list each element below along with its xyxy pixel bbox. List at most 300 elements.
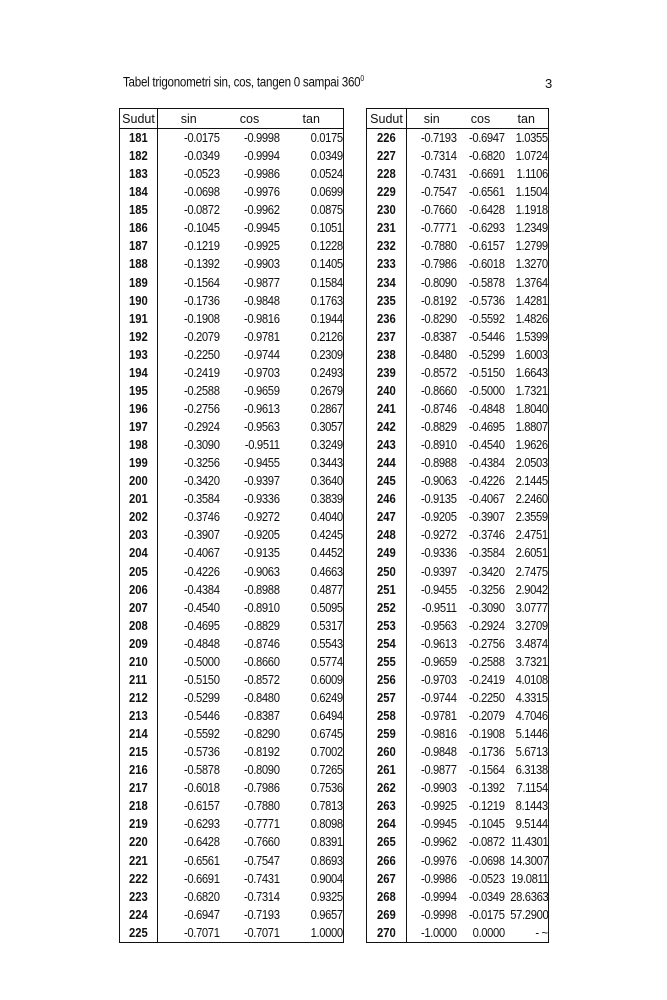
cell-cos: -0.9994 bbox=[243, 149, 280, 164]
cell-tan: 2.7475 bbox=[505, 563, 549, 581]
cell-tan: 8.1443 bbox=[505, 797, 549, 815]
cell-tan: 1.8040 bbox=[505, 400, 549, 418]
cell-sin: -0.4848 bbox=[183, 636, 220, 651]
table-row bbox=[367, 201, 549, 219]
cell-sudut: 182 bbox=[120, 147, 158, 165]
cell-cos: -0.9397 bbox=[243, 474, 280, 489]
cell-sin: -0.6691 bbox=[183, 871, 220, 886]
cell-sudut: 238 bbox=[367, 346, 407, 364]
table-row bbox=[120, 147, 344, 165]
cell-sudut: 259 bbox=[367, 725, 407, 743]
cell-cos: -0.9659 bbox=[243, 383, 280, 398]
cell-cos: -0.9925 bbox=[243, 239, 280, 254]
cell-cos: 0.0000 bbox=[457, 924, 505, 943]
table-row bbox=[120, 815, 344, 833]
cell-sudut: 197 bbox=[120, 418, 158, 436]
page-title bbox=[123, 74, 364, 90]
cell-sin: -0.9945 bbox=[420, 817, 457, 832]
cell-tan: 0.3640 bbox=[280, 472, 344, 490]
table-row bbox=[367, 671, 549, 689]
cell-sudut: 231 bbox=[367, 219, 407, 237]
cell-cos: -0.2250 bbox=[468, 690, 505, 705]
cell-sin: -0.8290 bbox=[420, 311, 457, 326]
cell-sudut: 228 bbox=[367, 165, 407, 183]
cell-tan: 0.0524 bbox=[280, 165, 344, 183]
cell-tan: 0.9325 bbox=[280, 888, 344, 906]
cell-sin: -0.9962 bbox=[420, 835, 457, 850]
cell-cos: -0.4848 bbox=[468, 401, 505, 416]
cell-tan: 1.4826 bbox=[505, 310, 549, 328]
cell-sin: -0.9925 bbox=[420, 799, 457, 814]
cell-sudut: 266 bbox=[367, 852, 407, 870]
cell-tan: 1.0355 bbox=[505, 129, 549, 148]
cell-tan: 0.6009 bbox=[280, 671, 344, 689]
table-row bbox=[367, 906, 549, 924]
cell-cos: -0.5150 bbox=[468, 365, 505, 380]
cell-sudut: 210 bbox=[120, 653, 158, 671]
cell-sudut: 270 bbox=[367, 924, 407, 943]
table-row bbox=[367, 707, 549, 725]
cell-cos: -0.7547 bbox=[243, 853, 280, 868]
cell-sin: -0.6820 bbox=[183, 889, 220, 904]
cell-sin: -0.2588 bbox=[183, 383, 220, 398]
cell-tan: 1.1918 bbox=[505, 201, 549, 219]
cell-sin: -0.8480 bbox=[420, 347, 457, 362]
cell-sin: -0.3584 bbox=[183, 492, 220, 507]
table-row bbox=[120, 255, 344, 273]
cell-sin: -0.6428 bbox=[183, 835, 220, 850]
table-row bbox=[367, 382, 549, 400]
cell-cos: -0.7880 bbox=[243, 799, 280, 814]
cell-sudut: 264 bbox=[367, 815, 407, 833]
column-header-sin: sin bbox=[407, 109, 457, 129]
cell-cos: -0.4695 bbox=[468, 420, 505, 435]
cell-tan: 5.1446 bbox=[505, 725, 549, 743]
cell-tan: 0.0349 bbox=[280, 147, 344, 165]
table-row bbox=[120, 725, 344, 743]
cell-sudut: 188 bbox=[120, 255, 158, 273]
cell-sin: -0.9781 bbox=[420, 709, 457, 724]
table-row bbox=[367, 815, 549, 833]
table-row bbox=[367, 274, 549, 292]
cell-sin: -0.5446 bbox=[183, 709, 220, 724]
table-row bbox=[120, 436, 344, 454]
table-header-row bbox=[120, 109, 344, 129]
cell-sin: -0.2756 bbox=[183, 401, 220, 416]
table-row bbox=[120, 490, 344, 508]
column-header-tan: tan bbox=[505, 109, 549, 129]
cell-sin: -0.6947 bbox=[183, 907, 220, 922]
cell-sudut: 218 bbox=[120, 797, 158, 815]
cell-sin: -0.1045 bbox=[183, 221, 220, 236]
cell-tan: 0.2126 bbox=[280, 328, 344, 346]
cell-tan: 0.2309 bbox=[280, 346, 344, 364]
cell-cos: -0.2756 bbox=[468, 636, 505, 651]
cell-tan: 0.6249 bbox=[280, 689, 344, 707]
cell-sin: -0.6018 bbox=[183, 781, 220, 796]
cell-tan: 6.3138 bbox=[505, 761, 549, 779]
cell-sin: -0.9563 bbox=[420, 618, 457, 633]
cell-sudut: 227 bbox=[367, 147, 407, 165]
cell-cos: -0.6561 bbox=[468, 185, 505, 200]
table-row bbox=[120, 689, 344, 707]
cell-cos: -0.7071 bbox=[220, 924, 280, 943]
cell-tan: 19.0811 bbox=[505, 870, 549, 888]
cell-sudut: 193 bbox=[120, 346, 158, 364]
cell-sudut: 242 bbox=[367, 418, 407, 436]
cell-sin: -0.9998 bbox=[420, 907, 457, 922]
table-row bbox=[120, 743, 344, 761]
cell-cos: -0.1736 bbox=[468, 745, 505, 760]
cell-tan: 2.1445 bbox=[505, 472, 549, 490]
trig-table-right bbox=[366, 108, 549, 943]
table-row bbox=[120, 924, 344, 943]
cell-sin: -0.9816 bbox=[420, 727, 457, 742]
cell-sudut: 237 bbox=[367, 328, 407, 346]
cell-sin: -0.7314 bbox=[420, 149, 457, 164]
table-row bbox=[367, 852, 549, 870]
table-row bbox=[367, 563, 549, 581]
cell-sin: -0.3090 bbox=[183, 438, 220, 453]
cell-cos: -0.9962 bbox=[243, 203, 280, 218]
cell-tan: 0.7002 bbox=[280, 743, 344, 761]
cell-sudut: 186 bbox=[120, 219, 158, 237]
cell-sin: -0.9994 bbox=[420, 889, 457, 904]
table-row bbox=[367, 129, 549, 148]
table-row bbox=[367, 689, 549, 707]
cell-sudut: 215 bbox=[120, 743, 158, 761]
cell-tan: 0.0875 bbox=[280, 201, 344, 219]
column-header-tan: tan bbox=[280, 109, 344, 129]
table-row bbox=[367, 743, 549, 761]
cell-tan: 1.0724 bbox=[505, 147, 549, 165]
cell-cos: -0.6157 bbox=[468, 239, 505, 254]
cell-sin: -0.1392 bbox=[183, 257, 220, 272]
cell-sin: -0.8829 bbox=[420, 420, 457, 435]
cell-sin: -0.8746 bbox=[420, 401, 457, 416]
table-row bbox=[367, 870, 549, 888]
table-row bbox=[120, 797, 344, 815]
cell-cos: -0.7314 bbox=[243, 889, 280, 904]
table-row bbox=[367, 472, 549, 490]
cell-sudut: 267 bbox=[367, 870, 407, 888]
cell-sin: -0.9976 bbox=[420, 853, 457, 868]
cell-cos: -0.0698 bbox=[468, 853, 505, 868]
cell-cos: -0.9976 bbox=[243, 185, 280, 200]
cell-cos: -0.6947 bbox=[468, 131, 505, 146]
cell-cos: -0.3420 bbox=[468, 564, 505, 579]
cell-cos: -0.0175 bbox=[468, 907, 505, 922]
cell-sin: -0.0175 bbox=[183, 131, 220, 146]
table-row bbox=[120, 219, 344, 237]
cell-cos: -0.9744 bbox=[243, 347, 280, 362]
cell-tan: 0.7265 bbox=[280, 761, 344, 779]
cell-cos: -0.1219 bbox=[468, 799, 505, 814]
table-row bbox=[367, 544, 549, 562]
cell-tan: 0.2867 bbox=[280, 400, 344, 418]
cell-cos: -0.9877 bbox=[243, 275, 280, 290]
cell-sin: -0.8988 bbox=[420, 456, 457, 471]
page-number: 3 bbox=[545, 76, 553, 91]
cell-sudut: 241 bbox=[367, 400, 407, 418]
cell-tan: 1.3764 bbox=[505, 274, 549, 292]
cell-tan: 0.1763 bbox=[280, 292, 344, 310]
cell-cos: -0.9135 bbox=[243, 546, 280, 561]
cell-tan: 0.4452 bbox=[280, 544, 344, 562]
cell-tan: 1.3270 bbox=[505, 255, 549, 273]
table-row bbox=[367, 617, 549, 635]
cell-cos: -0.1908 bbox=[468, 727, 505, 742]
cell-sin: -0.5736 bbox=[183, 745, 220, 760]
degree-superscript: 0 bbox=[360, 74, 364, 83]
table-row bbox=[367, 581, 549, 599]
cell-cos: -0.6293 bbox=[468, 221, 505, 236]
cell-sudut: 258 bbox=[367, 707, 407, 725]
column-header-cos: cos bbox=[457, 109, 505, 129]
cell-tan: 0.7536 bbox=[280, 779, 344, 797]
cell-sudut: 235 bbox=[367, 292, 407, 310]
cell-sudut: 257 bbox=[367, 689, 407, 707]
trig-table-left-body bbox=[120, 129, 344, 943]
table-row bbox=[367, 833, 549, 851]
table-row bbox=[367, 400, 549, 418]
cell-cos: -0.1392 bbox=[468, 781, 505, 796]
cell-tan: 1.5399 bbox=[505, 328, 549, 346]
cell-tan: 0.1584 bbox=[280, 274, 344, 292]
cell-sin: -0.0698 bbox=[183, 185, 220, 200]
cell-tan: 0.8693 bbox=[280, 852, 344, 870]
cell-sudut: 248 bbox=[367, 526, 407, 544]
cell-cos: -0.5446 bbox=[468, 329, 505, 344]
table-row bbox=[367, 292, 549, 310]
table-row bbox=[120, 292, 344, 310]
cell-sudut: 244 bbox=[367, 454, 407, 472]
cell-cos: -0.2588 bbox=[468, 654, 505, 669]
cell-sin: -0.7660 bbox=[420, 203, 457, 218]
cell-tan: 0.3839 bbox=[280, 490, 344, 508]
cell-tan: 0.4877 bbox=[280, 581, 344, 599]
cell-sudut: 206 bbox=[120, 581, 158, 599]
cell-sin: -0.8910 bbox=[420, 438, 457, 453]
table-row bbox=[120, 617, 344, 635]
cell-sudut: 201 bbox=[120, 490, 158, 508]
cell-sudut: 252 bbox=[367, 599, 407, 617]
table-row bbox=[120, 653, 344, 671]
cell-sudut: 203 bbox=[120, 526, 158, 544]
cell-tan: 1.1106 bbox=[505, 165, 549, 183]
cell-tan: 0.2679 bbox=[280, 382, 344, 400]
cell-cos: -0.9063 bbox=[243, 564, 280, 579]
cell-tan: 0.9004 bbox=[280, 870, 344, 888]
table-row bbox=[120, 129, 344, 148]
cell-tan: 3.2709 bbox=[505, 617, 549, 635]
cell-tan: 1.9626 bbox=[505, 436, 549, 454]
cell-tan: 5.6713 bbox=[505, 743, 549, 761]
cell-sin: -0.9336 bbox=[420, 546, 457, 561]
cell-sudut: 223 bbox=[120, 888, 158, 906]
cell-sudut: 236 bbox=[367, 310, 407, 328]
table-row bbox=[120, 581, 344, 599]
cell-sin: -0.2419 bbox=[183, 365, 220, 380]
cell-sin: -0.8387 bbox=[420, 329, 457, 344]
cell-tan: 0.5095 bbox=[280, 599, 344, 617]
cell-sudut: 214 bbox=[120, 725, 158, 743]
cell-tan: 0.1228 bbox=[280, 237, 344, 255]
cell-sudut: 240 bbox=[367, 382, 407, 400]
cell-sudut: 195 bbox=[120, 382, 158, 400]
cell-tan: 0.4040 bbox=[280, 508, 344, 526]
table-row bbox=[367, 725, 549, 743]
cell-sudut: 249 bbox=[367, 544, 407, 562]
cell-cos: -0.8290 bbox=[243, 727, 280, 742]
cell-cos: -0.8988 bbox=[243, 582, 280, 597]
cell-tan: 0.8098 bbox=[280, 815, 344, 833]
cell-sudut: 184 bbox=[120, 183, 158, 201]
page-title-text: Tabel trigonometri sin, cos, tangen 0 sampai 360 bbox=[123, 74, 361, 90]
table-row bbox=[120, 201, 344, 219]
cell-sin: -0.8090 bbox=[420, 275, 457, 290]
cell-sudut: 269 bbox=[367, 906, 407, 924]
table-row bbox=[120, 870, 344, 888]
cell-sin: -0.3420 bbox=[183, 474, 220, 489]
cell-sudut: 211 bbox=[120, 671, 158, 689]
cell-sudut: 251 bbox=[367, 581, 407, 599]
cell-sin: -0.2924 bbox=[183, 420, 220, 435]
cell-sudut: 256 bbox=[367, 671, 407, 689]
cell-cos: -0.3907 bbox=[468, 510, 505, 525]
cell-sin: -0.9744 bbox=[420, 690, 457, 705]
cell-cos: -0.1045 bbox=[468, 817, 505, 832]
cell-cos: -0.5592 bbox=[468, 311, 505, 326]
cell-sin: -0.9613 bbox=[420, 636, 457, 651]
cell-sudut: 224 bbox=[120, 906, 158, 924]
cell-tan: 2.4751 bbox=[505, 526, 549, 544]
cell-cos: -0.8387 bbox=[243, 709, 280, 724]
cell-sudut: 243 bbox=[367, 436, 407, 454]
cell-sudut: 190 bbox=[120, 292, 158, 310]
cell-sudut: 185 bbox=[120, 201, 158, 219]
trig-table-right-body bbox=[367, 129, 549, 943]
cell-sudut: 255 bbox=[367, 653, 407, 671]
cell-sudut: 260 bbox=[367, 743, 407, 761]
cell-cos: -0.6018 bbox=[468, 257, 505, 272]
cell-tan: 1.2349 bbox=[505, 219, 549, 237]
cell-sin: -0.7547 bbox=[420, 185, 457, 200]
table-row bbox=[367, 508, 549, 526]
table-row bbox=[367, 147, 549, 165]
cell-sudut: 181 bbox=[120, 129, 158, 148]
cell-sin: -0.6157 bbox=[183, 799, 220, 814]
table-row bbox=[367, 183, 549, 201]
cell-cos: -0.7771 bbox=[243, 817, 280, 832]
cell-sudut: 265 bbox=[367, 833, 407, 851]
cell-cos: -0.3584 bbox=[468, 546, 505, 561]
table-row bbox=[120, 635, 344, 653]
table-row bbox=[367, 346, 549, 364]
table-row bbox=[120, 418, 344, 436]
cell-sudut: 234 bbox=[367, 274, 407, 292]
cell-sudut: 208 bbox=[120, 617, 158, 635]
cell-cos: -0.0872 bbox=[468, 835, 505, 850]
cell-sudut: 230 bbox=[367, 201, 407, 219]
cell-sin: -0.0523 bbox=[183, 167, 220, 182]
cell-sin: -0.9135 bbox=[420, 492, 457, 507]
table-row bbox=[120, 852, 344, 870]
table-row bbox=[367, 924, 549, 943]
cell-sin: -0.5592 bbox=[183, 727, 220, 742]
cell-sin: -0.9903 bbox=[420, 781, 457, 796]
cell-tan: 1.1504 bbox=[505, 183, 549, 201]
cell-sin: -0.9272 bbox=[420, 528, 457, 543]
cell-cos: -0.2079 bbox=[468, 709, 505, 724]
cell-tan: 0.5543 bbox=[280, 635, 344, 653]
cell-sudut: 247 bbox=[367, 508, 407, 526]
cell-cos: -0.9986 bbox=[243, 167, 280, 182]
cell-tan: 0.1405 bbox=[280, 255, 344, 273]
table-row bbox=[367, 526, 549, 544]
cell-tan: 1.7321 bbox=[505, 382, 549, 400]
cell-sudut: 199 bbox=[120, 454, 158, 472]
cell-cos: -0.8746 bbox=[243, 636, 280, 651]
table-row bbox=[120, 454, 344, 472]
cell-sin: -0.2250 bbox=[183, 347, 220, 362]
cell-sudut: 245 bbox=[367, 472, 407, 490]
cell-tan: 14.3007 bbox=[505, 852, 549, 870]
cell-tan: 3.0777 bbox=[505, 599, 549, 617]
cell-tan: 0.4245 bbox=[280, 526, 344, 544]
cell-sudut: 205 bbox=[120, 563, 158, 581]
cell-cos: -0.3746 bbox=[468, 528, 505, 543]
cell-sudut: 225 bbox=[120, 924, 158, 943]
cell-sin: -0.8192 bbox=[420, 293, 457, 308]
cell-tan: 0.3057 bbox=[280, 418, 344, 436]
table-row bbox=[120, 346, 344, 364]
cell-sudut: 246 bbox=[367, 490, 407, 508]
cell-cos: -0.6691 bbox=[468, 167, 505, 182]
cell-cos: -0.9903 bbox=[243, 257, 280, 272]
table-row bbox=[120, 563, 344, 581]
cell-tan: 0.5317 bbox=[280, 617, 344, 635]
column-header-sudut: Sudut bbox=[367, 109, 407, 129]
table-row bbox=[120, 761, 344, 779]
cell-tan: 2.2460 bbox=[505, 490, 549, 508]
cell-tan: 11.4301 bbox=[505, 833, 549, 851]
table-row bbox=[120, 274, 344, 292]
cell-cos: -0.9455 bbox=[243, 456, 280, 471]
cell-cos: -0.7431 bbox=[243, 871, 280, 886]
cell-cos: -0.5736 bbox=[468, 293, 505, 308]
cell-sin: -0.8660 bbox=[420, 383, 457, 398]
table-row bbox=[120, 526, 344, 544]
cell-sin: -1.0000 bbox=[407, 924, 457, 943]
cell-cos: -0.9613 bbox=[243, 401, 280, 416]
cell-cos: -0.2419 bbox=[468, 672, 505, 687]
cell-sin: -0.8572 bbox=[420, 365, 457, 380]
table-header-row bbox=[367, 109, 549, 129]
table-row bbox=[120, 671, 344, 689]
cell-sudut: 229 bbox=[367, 183, 407, 201]
table-row bbox=[367, 653, 549, 671]
cell-sin: -0.9659 bbox=[420, 654, 457, 669]
cell-sin: -0.0349 bbox=[183, 149, 220, 164]
cell-sin: -0.7880 bbox=[420, 239, 457, 254]
table-row bbox=[367, 888, 549, 906]
column-header-cos: cos bbox=[220, 109, 280, 129]
cell-cos: -0.4384 bbox=[468, 456, 505, 471]
cell-sin: -0.9877 bbox=[420, 763, 457, 778]
cell-cos: -0.8572 bbox=[243, 672, 280, 687]
cell-sin: -0.4067 bbox=[183, 546, 220, 561]
